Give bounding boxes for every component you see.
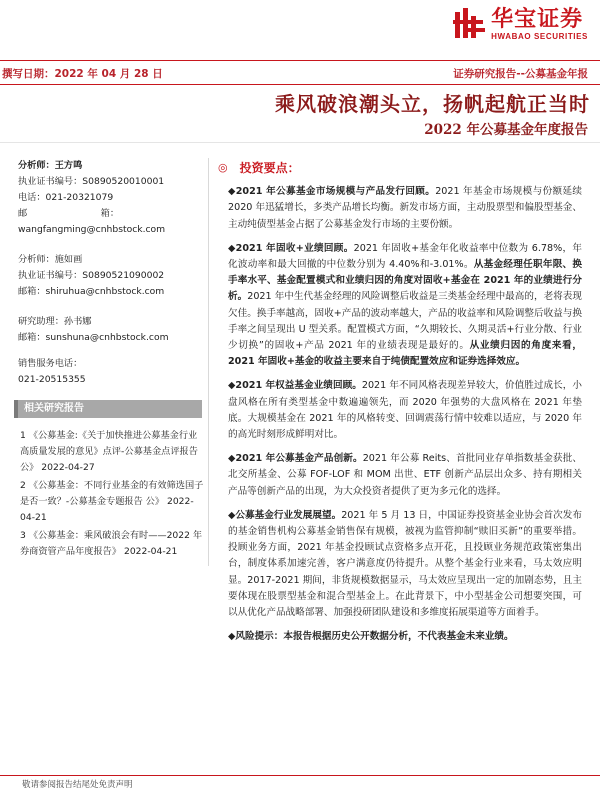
para-bold: 从基金经理任职年限、换手率水平、基金配置模式和业绩归因的角度对固收+基金在 2021 年的业绩进行分析。 bbox=[228, 259, 583, 303]
report-type: 证券研究报告--公募基金年报 bbox=[453, 68, 588, 80]
hwabao-logo-icon bbox=[451, 6, 487, 42]
para-body: 2021 年公募 Reits、首批同业存单指数基金获批、北交所基金、公募 FOF-LOF 和 MOM 出世、ETF 创新产品层出众多、持有期相关产品等创新产品的出现，为大众投资者提供了更为多元化的选择。 bbox=[228, 453, 582, 497]
analyst-1-cert: 执业证书编号：S0890520010001 bbox=[18, 176, 165, 187]
investment-highlights bbox=[218, 160, 583, 653]
analyst-2-email[interactable]: 邮箱：shiruhua@cnhbstock.com bbox=[18, 286, 165, 297]
para-body: 2021 年不同风格表现差异较大，价值胜过成长，小盘风格在所有类型基金中数遍遍领先，而 2020 年强势的大盘风格在 2021 年垫底。大规模基金在 2021 年的风格转变、回调震荡行情中较难以适应，与 2020 年的高光时刻形成鲜明对比。 bbox=[228, 380, 582, 441]
para-body: 2021 年中生代基金经理的风险调整后收益是三类基金经理中最高的，老将表现欠佳。换手率越高，固收+产品的波动率越大，产品的收益率和风险调整后收益与换手率之间呈现出 U 型关系。配置模式方面，“久期较长、久期灵活+行业分散、行业少切换”的固收+产品 2021 年的业绩表现是最好的。 bbox=[228, 291, 583, 352]
para-body: 2021 年 5 月 13 日，中国证券投资基金业协会首次发布的基金销售机构公募基金销售保有规模，被视为监管抑制“赎旧买新”的重要举措。投顾业务方面，2021 年基金投顾试点资格多点开花，且投顾业务规范政策密集出台，制度体系加速完善，客户满意度仍待提升。从整个基金行业来看，马太效应明显。2017-2021 期间，非货规模数据显示，马太效应呈现出一定的加剧态势，且主要体现在股票型基金和混合型基金上。在此背景下，中小型基金公司想要突围，可以从优化产品战略部署、加强投研团队建设和多维度拓展渠道等方面着手。 bbox=[228, 509, 582, 619]
risk-warning bbox=[228, 629, 582, 645]
column-divider bbox=[208, 158, 209, 566]
analyst-info bbox=[18, 158, 204, 388]
analyst-1-name: 分析师：王方鸣 bbox=[18, 160, 83, 171]
related-reports-header: 相关研究报告 bbox=[14, 400, 202, 418]
highlight-paragraph-4 bbox=[228, 451, 582, 500]
meta-row bbox=[0, 66, 600, 82]
sales-phone: 021-20515355 bbox=[18, 374, 86, 385]
para-lead: ◆2021 年固收+业绩回顾。 bbox=[228, 242, 354, 254]
sales-phone-label: 销售服务电话： bbox=[18, 358, 83, 369]
highlight-paragraph-2 bbox=[228, 241, 582, 371]
page-subtitle: 2022 年公募基金年度报告 bbox=[424, 122, 588, 138]
highlight-paragraph-1 bbox=[228, 184, 582, 233]
logo-chinese: 华宝证券 bbox=[491, 6, 584, 32]
para-lead: ◆公募基金行业发展展望。 bbox=[228, 509, 342, 521]
para-body: 2021 年基金市场规模与份额延续 2020 年迅猛增长，多类产品增长均衡。新发市场方面，主动股票型和偏股型基金、主动纯债型基金占据了公募基金发行市场的主要份额。 bbox=[228, 186, 582, 230]
assistant-email[interactable]: 邮箱：sunshuna@cnhbstock.com bbox=[18, 332, 169, 343]
highlight-paragraph-5 bbox=[228, 508, 582, 621]
risk-body: 本报告根据历史公开数据分析，不代表基金未来业绩。 bbox=[283, 631, 514, 643]
analyst-1-phone: 电话：021-20321079 bbox=[18, 192, 114, 203]
para-bold: 从业绩归因的角度来看，2021 年固收+基金的收益主要来自于纯债配置效应和证券选择效应。 bbox=[228, 340, 583, 368]
analyst-2-name: 分析师：施如画 bbox=[18, 254, 83, 265]
analyst-1-email-label: 邮 箱： bbox=[18, 208, 120, 219]
target-icon: ◎ bbox=[218, 161, 228, 174]
related-report-item[interactable]: 3 《公募基金：乘风破浪会有时——2022 年券商资管产品年度报告》 2022-04-21 bbox=[20, 530, 203, 557]
related-reports-list bbox=[20, 428, 204, 562]
report-date: 撰写日期：2022 年 04 月 28 日 bbox=[2, 68, 163, 80]
risk-lead: ◆风险提示： bbox=[228, 631, 284, 643]
analyst-1-email[interactable]: wangfangming@cnhbstock.com bbox=[18, 224, 166, 235]
assistant-name: 研究助理：孙书娜 bbox=[18, 316, 92, 327]
title-divider bbox=[0, 142, 600, 143]
highlights-heading bbox=[218, 160, 582, 176]
para-body: 2021 年固收+基金年化收益率中位数为 6.78%，年化波动率和最大回撤的中位数分别为 4.40%和-3.01%。 bbox=[228, 242, 582, 271]
highlight-paragraph-3 bbox=[228, 378, 582, 443]
highlights-label: 投资要点： bbox=[239, 161, 300, 175]
related-report-item[interactable]: 2 《公募基金：不同行业基金的有效筛选国子是否一致？-公募基金专题报告 公》 2022-04-21 bbox=[20, 480, 204, 523]
header-rule-bottom bbox=[0, 84, 600, 85]
analyst-2-cert: 执业证书编号：S0890521090002 bbox=[18, 270, 165, 281]
header-rule-top bbox=[0, 60, 600, 61]
related-report-item[interactable]: 1 《公募基金:《关于加快推进公募基金行业高质量发展的意见》点评-公募基金点评报告 公》 2022-04-27 bbox=[20, 430, 198, 473]
para-lead: ◆2021 年公募基金市场规模与产品发行回顾。 bbox=[228, 186, 436, 198]
page-title: 乘风破浪潮头立，扬帆起航正当时 bbox=[275, 92, 590, 116]
para-lead: ◆2021 年权益基金业绩回顾。 bbox=[228, 380, 362, 392]
logo-english: HWABAO SECURITIES bbox=[491, 31, 588, 41]
brand-logo bbox=[451, 6, 588, 42]
footer-rule bbox=[0, 775, 600, 776]
disclaimer-note: 敬请参阅报告结尾处免责声明 bbox=[22, 780, 133, 790]
para-lead: ◆2021 年公募基金产品创新。 bbox=[228, 453, 363, 465]
